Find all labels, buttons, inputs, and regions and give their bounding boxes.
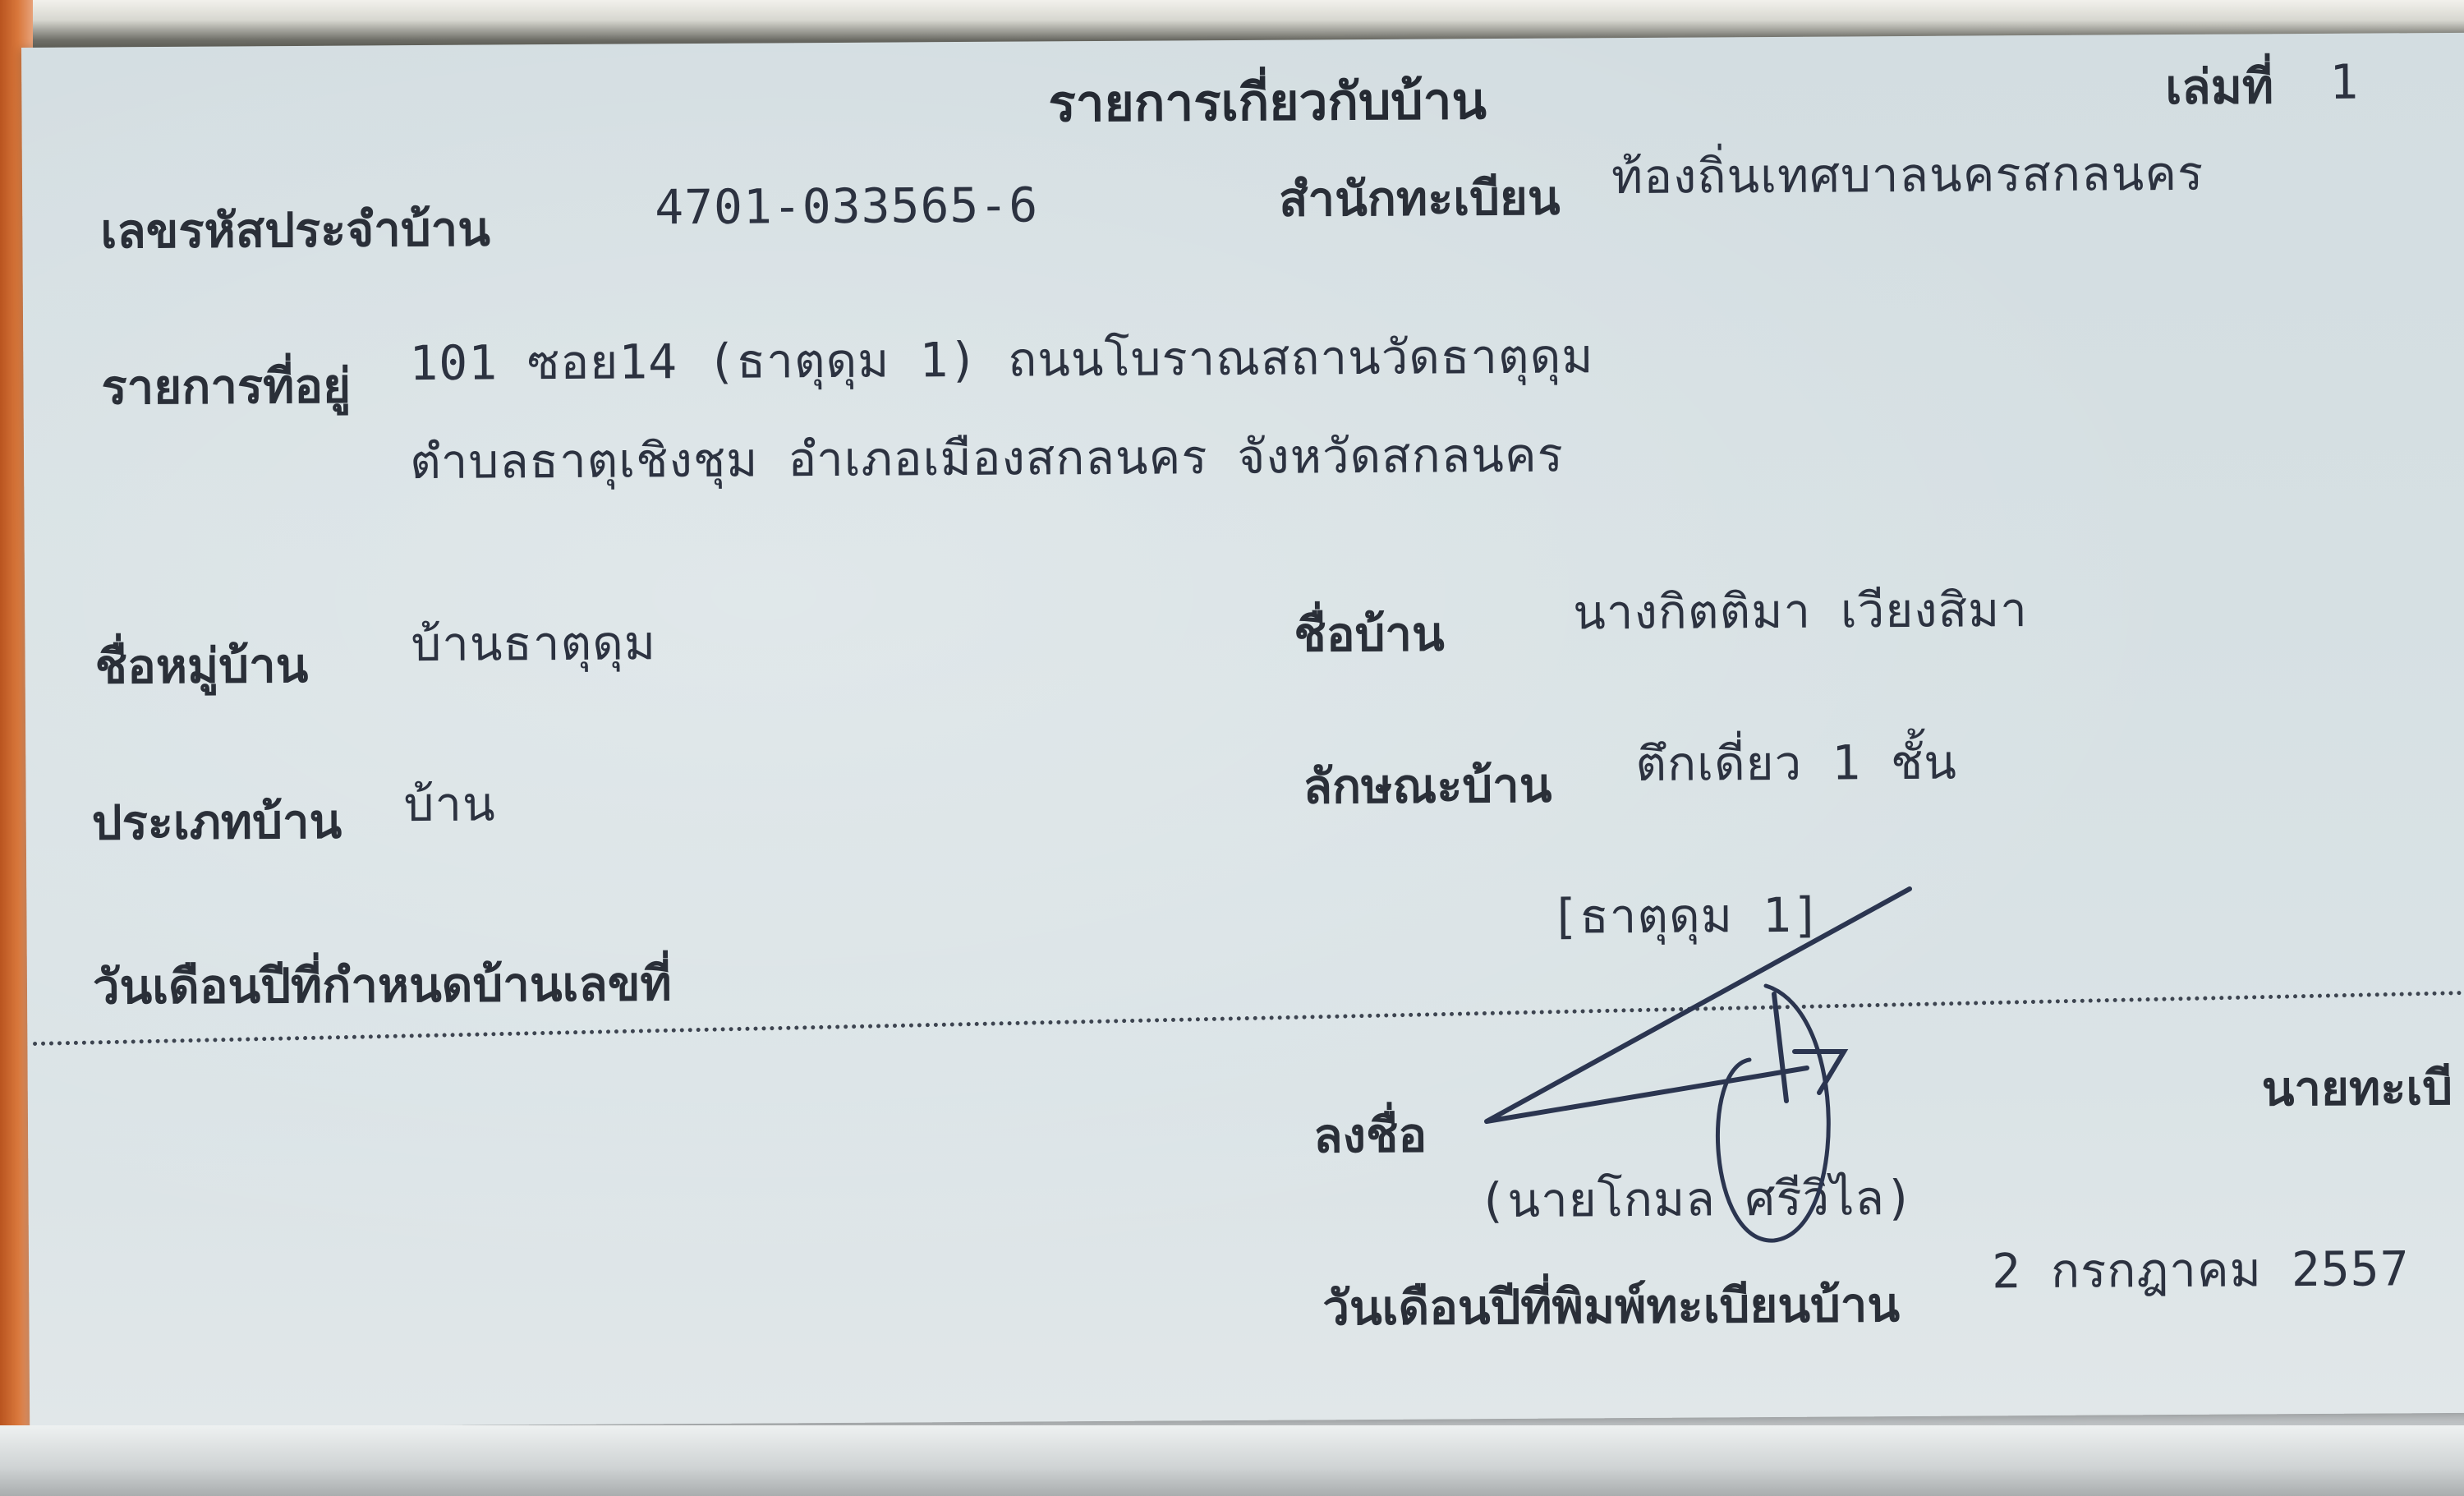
- address-line1: 101 ซอย14 (ธาตุดุม 1) ถนนโบราณสถานวัดธาตุดุม: [409, 328, 1594, 392]
- address-line2: ตำบลธาตุเชิงชุม อำเภอเมืองสกลนคร จังหวัดสกลนคร: [409, 426, 1565, 490]
- print-date-label: วันเดือนปีที่พิมพ์ทะเบียนบ้าน: [1322, 1277, 1901, 1337]
- number-date-label: วันเดือนปีที่กำหนดบ้านเลขที่: [92, 955, 672, 1015]
- registry-office-value: ท้องถิ่นเทศบาลนครสกลนคร: [1611, 145, 2204, 205]
- house-registration-page: [21, 33, 2464, 1428]
- house-code-label: เลขรหัสประจำบ้าน: [100, 200, 491, 260]
- registry-office-label: สำนักทะเบียน: [1278, 169, 1561, 228]
- house-character-value: ตึกเดี่ยว 1 ชั้น: [1635, 734, 1958, 793]
- signer-name: (นายโกมล ศรีวิไล): [1478, 1169, 1915, 1229]
- page-bottom-fold: [0, 1425, 2464, 1496]
- document-title: รายการเกี่ยวกับบ้าน: [1048, 71, 1487, 134]
- house-name-value: นางกิตติมา เวียงสิมา: [1573, 582, 2029, 641]
- print-date-value: 2 กรกฎาคม 2557: [1991, 1241, 2410, 1300]
- house-code-value: 4701-033565-6: [654, 177, 1039, 236]
- village-label: ชื่อหมู่บ้าน: [94, 637, 309, 695]
- house-type-value: บ้าน: [403, 776, 496, 833]
- house-character-label: ลักษณะบ้าน: [1303, 757, 1552, 815]
- village-value: บ้านธาตุดุม: [411, 615, 657, 673]
- volume-value: 1: [2329, 53, 2360, 110]
- old-address-note: [ธาตุดุม 1]: [1550, 886, 1822, 945]
- house-name-label: ชื่อบ้าน: [1294, 605, 1445, 663]
- volume-label: เล่มที่: [2165, 58, 2274, 116]
- address-label: รายการที่อยู่: [101, 357, 352, 416]
- sign-label: ลงชื่อ: [1312, 1107, 1427, 1164]
- house-type-label: ประเภทบ้าน: [91, 793, 342, 851]
- registrar-label: นายทะเบี: [2261, 1059, 2453, 1117]
